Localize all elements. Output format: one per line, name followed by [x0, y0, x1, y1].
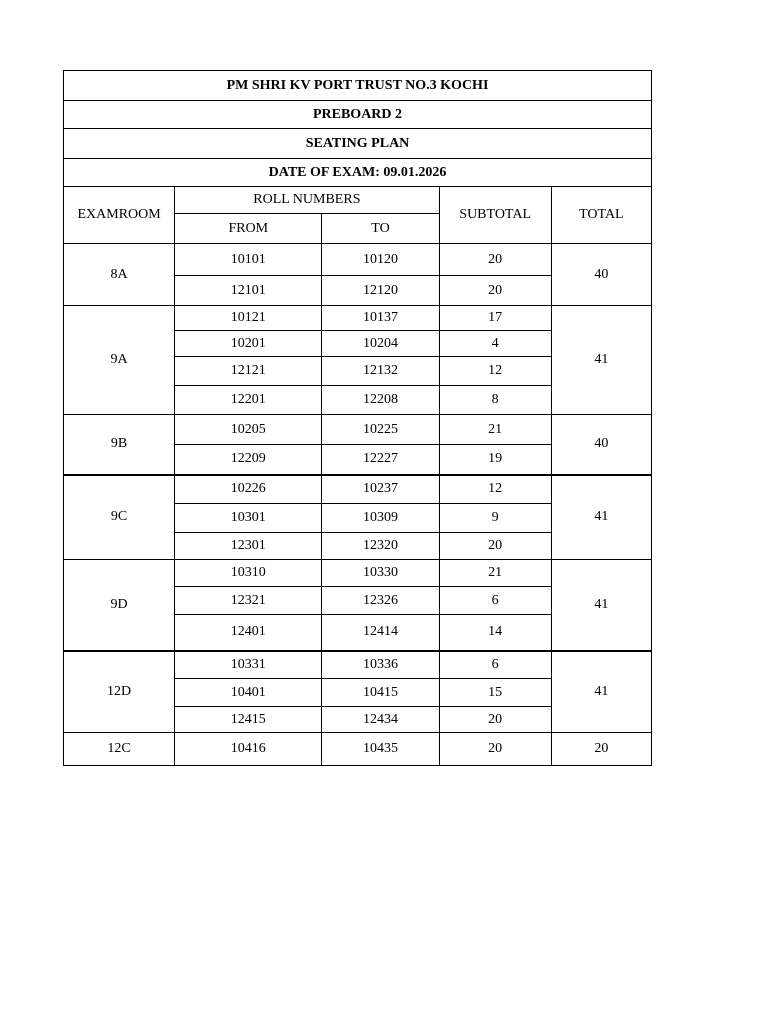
total-cell: 41 [551, 306, 651, 415]
roll-from-cell: 12121 [175, 357, 322, 386]
subtotal-cell: 15 [439, 679, 551, 707]
roll-from-cell: 10310 [175, 560, 322, 587]
table-row [64, 475, 652, 504]
roll-from-cell: 10226 [175, 475, 322, 504]
subtotal-cell: 9 [439, 504, 551, 533]
page-title: SEATING PLAN [64, 129, 652, 159]
table-row [64, 733, 652, 766]
examroom-cell: 12C [64, 733, 175, 766]
subtotal-cell: 4 [439, 331, 551, 357]
roll-from-cell: 12201 [175, 386, 322, 415]
subtotal-cell: 17 [439, 306, 551, 331]
roll-from-cell: 10101 [175, 244, 322, 276]
total-cell: 41 [551, 651, 651, 733]
roll-to-cell: 12320 [322, 533, 439, 560]
subtotal-cell: 19 [439, 445, 551, 475]
examroom-cell: 9C [64, 475, 175, 560]
seating-plan-table [63, 70, 652, 766]
table-row [64, 244, 652, 276]
roll-from-cell: 12301 [175, 533, 322, 560]
total-cell: 41 [551, 475, 651, 560]
roll-to-cell: 10415 [322, 679, 439, 707]
roll-from-cell: 12321 [175, 587, 322, 615]
subtotal-cell: 20 [439, 707, 551, 733]
subtotal-cell: 21 [439, 560, 551, 587]
examroom-cell: 9A [64, 306, 175, 415]
col-header-from: FROM [175, 214, 322, 244]
school-name: PM SHRI KV PORT TRUST NO.3 KOCHI [64, 71, 652, 101]
examroom-cell: 8A [64, 244, 175, 306]
total-cell: 41 [551, 560, 651, 651]
total-cell: 40 [551, 415, 651, 475]
roll-from-cell: 10121 [175, 306, 322, 331]
table-row [64, 651, 652, 679]
subtotal-cell: 20 [439, 733, 551, 766]
subtotal-cell: 6 [439, 587, 551, 615]
col-header-subtotal: SUBTOTAL [439, 187, 551, 244]
col-header-roll-numbers: ROLL NUMBERS [175, 187, 439, 214]
roll-from-cell: 10205 [175, 415, 322, 445]
total-cell: 20 [551, 733, 651, 766]
subtotal-cell: 21 [439, 415, 551, 445]
roll-to-cell: 10435 [322, 733, 439, 766]
roll-to-cell: 10137 [322, 306, 439, 331]
roll-to-cell: 10120 [322, 244, 439, 276]
col-header-to: TO [322, 214, 439, 244]
roll-to-cell: 10336 [322, 651, 439, 679]
col-header-total: TOTAL [551, 187, 651, 244]
exam-date: DATE OF EXAM: 09.01.2026 [64, 159, 652, 187]
total-cell: 40 [551, 244, 651, 306]
subtotal-cell: 12 [439, 475, 551, 504]
roll-from-cell: 12101 [175, 276, 322, 306]
roll-to-cell: 12208 [322, 386, 439, 415]
roll-to-cell: 12434 [322, 707, 439, 733]
subtotal-cell: 20 [439, 276, 551, 306]
exam-name: PREBOARD 2 [64, 101, 652, 129]
subtotal-cell: 20 [439, 244, 551, 276]
examroom-cell: 12D [64, 651, 175, 733]
roll-to-cell: 12227 [322, 445, 439, 475]
table-row [64, 306, 652, 331]
subtotal-cell: 12 [439, 357, 551, 386]
subtotal-cell: 6 [439, 651, 551, 679]
subtotal-cell: 8 [439, 386, 551, 415]
roll-to-cell: 10309 [322, 504, 439, 533]
roll-to-cell: 10237 [322, 475, 439, 504]
roll-from-cell: 12401 [175, 615, 322, 651]
roll-to-cell: 12120 [322, 276, 439, 306]
table-row [64, 415, 652, 445]
roll-to-cell: 12326 [322, 587, 439, 615]
examroom-cell: 9B [64, 415, 175, 475]
subtotal-cell: 20 [439, 533, 551, 560]
roll-to-cell: 10204 [322, 331, 439, 357]
roll-to-cell: 12414 [322, 615, 439, 651]
roll-from-cell: 10416 [175, 733, 322, 766]
col-header-examroom: EXAMROOM [64, 187, 175, 244]
examroom-cell: 9D [64, 560, 175, 651]
roll-from-cell: 10401 [175, 679, 322, 707]
roll-to-cell: 10330 [322, 560, 439, 587]
roll-to-cell: 12132 [322, 357, 439, 386]
roll-from-cell: 10301 [175, 504, 322, 533]
table-row [64, 560, 652, 587]
roll-from-cell: 12209 [175, 445, 322, 475]
subtotal-cell: 14 [439, 615, 551, 651]
roll-to-cell: 10225 [322, 415, 439, 445]
roll-from-cell: 10201 [175, 331, 322, 357]
roll-from-cell: 10331 [175, 651, 322, 679]
roll-from-cell: 12415 [175, 707, 322, 733]
